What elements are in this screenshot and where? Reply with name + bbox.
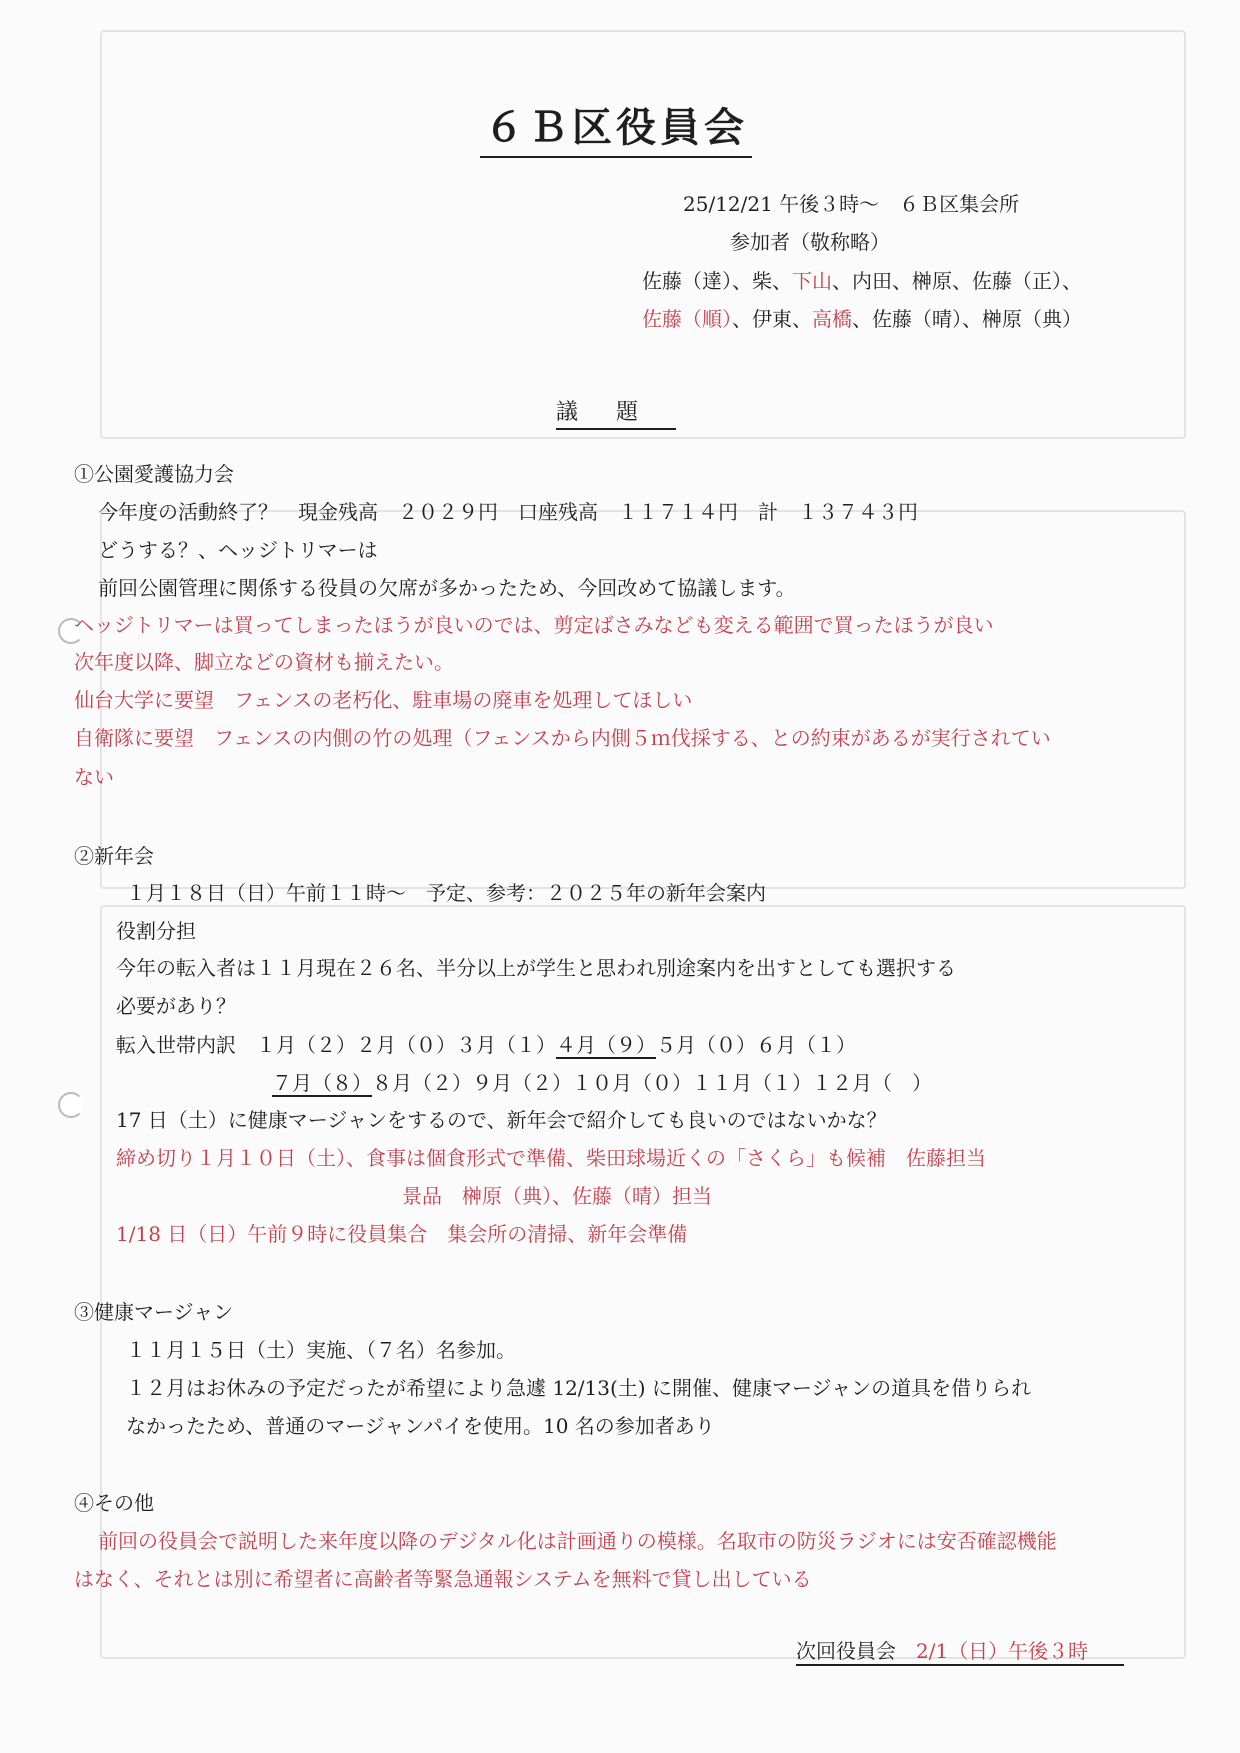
other-note-1: 前回の役員会で説明した来年度以降のデジタル化は計画通りの模様。名取市の防災ラジオには安否確認機能 bbox=[98, 1529, 1057, 1553]
newyear-line-4: 必要があり？ bbox=[116, 994, 236, 1018]
newyear-note-2: 景品 榊原（典）、佐藤（晴）担当 bbox=[402, 1184, 712, 1208]
park-note-5: ない bbox=[74, 765, 114, 789]
attendees-line-1 bbox=[642, 266, 1082, 296]
attendee-segment: 、佐藤（晴）、榊原（典） bbox=[852, 307, 1082, 331]
newyear-note-1: 締め切り１月１０日（土）、食事は個食形式で準備、柴田球場近くの「さくら」も候補 佐藤担当 bbox=[116, 1146, 986, 1170]
next-meeting bbox=[796, 1636, 1088, 1666]
move-in-months: ８月（２）９月（２）１０月（０）１１月（１）１２月（ ） bbox=[372, 1071, 932, 1095]
next-meeting-underline bbox=[796, 1664, 1124, 1666]
next-meeting-label: 次回役員会 bbox=[796, 1639, 896, 1663]
move-in-breakdown-row-1 bbox=[116, 1030, 856, 1060]
section-heading-mahjong: ③健康マージャン bbox=[74, 1300, 234, 1324]
newyear-line-5: 17 日（土）に健康マージャンをするので、新年会で紹介しても良いのではないかな？ bbox=[116, 1108, 887, 1132]
park-note-3: 仙台大学に要望 フェンスの老朽化、駐車場の廃車を処理してほしい bbox=[74, 688, 693, 712]
attendees-line-2 bbox=[642, 304, 1082, 334]
mahjong-line-1: １１月１５日（土）実施、（７名）名参加。 bbox=[126, 1338, 516, 1362]
meeting-datetime-place: 25/12/21 午後３時～ ６Ｂ区集会所 bbox=[683, 192, 1020, 216]
park-note-2: 次年度以降、脚立などの資材も揃えたい。 bbox=[74, 650, 454, 674]
attendee-segment: 、内田、榊原、佐藤（正）、 bbox=[832, 269, 1082, 293]
section-heading-newyear: ②新年会 bbox=[74, 844, 154, 868]
move-in-breakdown-row-2 bbox=[272, 1068, 932, 1098]
attendee-segment: 下山 bbox=[792, 269, 832, 293]
mahjong-line-2: １２月はお休みの予定だったが希望により急遽 12/13(土) に開催、健康マージャンの道具を借りられ bbox=[126, 1376, 1032, 1400]
mahjong-line-3: なかったため、普通のマージャンパイを使用。10 名の参加者あり bbox=[126, 1414, 715, 1438]
move-in-months: １月（２）２月（０）３月（１） bbox=[256, 1033, 556, 1057]
park-line-1: 今年度の活動終了？ 現金残高 ２０２９円 口座残高 １１７１４円 計 １３７４３円 bbox=[98, 500, 918, 524]
attendee-segment: 、伊東、 bbox=[732, 307, 812, 331]
attendees-label: 参加者（敬称略） bbox=[730, 230, 890, 254]
agenda-heading: 議題 bbox=[556, 398, 676, 430]
newyear-note-3: 1/18 日（日）午前９時に役員集合 集会所の清掃、新年会準備 bbox=[116, 1222, 688, 1246]
attendee-segment: 高橋 bbox=[812, 307, 852, 331]
newyear-line-2: 役割分担 bbox=[116, 919, 196, 943]
park-line-2: どうする？、ヘッジトリマーは bbox=[98, 538, 378, 562]
attendee-segment: 佐藤（達）、柴、 bbox=[642, 269, 792, 293]
move-in-april: ４月（９） bbox=[556, 1033, 656, 1057]
park-note-1: ヘッジトリマーは買ってしまったほうが良いのでは、剪定ばさみなども変える範囲で買ったほうが良い bbox=[74, 613, 994, 637]
attendee-segment: 佐藤（順） bbox=[642, 307, 732, 331]
section-heading-other: ④その他 bbox=[74, 1491, 154, 1515]
park-note-4: 自衛隊に要望 フェンスの内側の竹の処理（フェンスから内側５ｍ伐採する、との約束があるが実行されてい bbox=[74, 726, 1051, 750]
newyear-line-1: １月１８日（日）午前１１時～ 予定、参考：２０２５年の新年会案内 bbox=[126, 881, 766, 905]
other-note-2: はなく、それとは別に希望者に高齢者等緊急通報システムを無料で貸し出している bbox=[74, 1567, 812, 1591]
page-title: ６Ｂ区役員会 bbox=[480, 100, 752, 158]
move-in-months: ５月（０）６月（１） bbox=[656, 1033, 856, 1057]
move-in-label: 転入世帯内訳 bbox=[116, 1033, 236, 1057]
park-line-3: 前回公園管理に関係する役員の欠席が多かったため、今回改めて協議します。 bbox=[98, 576, 796, 600]
move-in-july: ７月（８） bbox=[272, 1071, 372, 1095]
newyear-line-3: 今年の転入者は１１月現在２６名、半分以上が学生と思われ別途案内を出すとしても選択する bbox=[116, 956, 956, 980]
next-meeting-date: 2/1（日）午後３時 bbox=[916, 1639, 1089, 1663]
section-heading-park: ①公園愛護協力会 bbox=[74, 462, 234, 486]
